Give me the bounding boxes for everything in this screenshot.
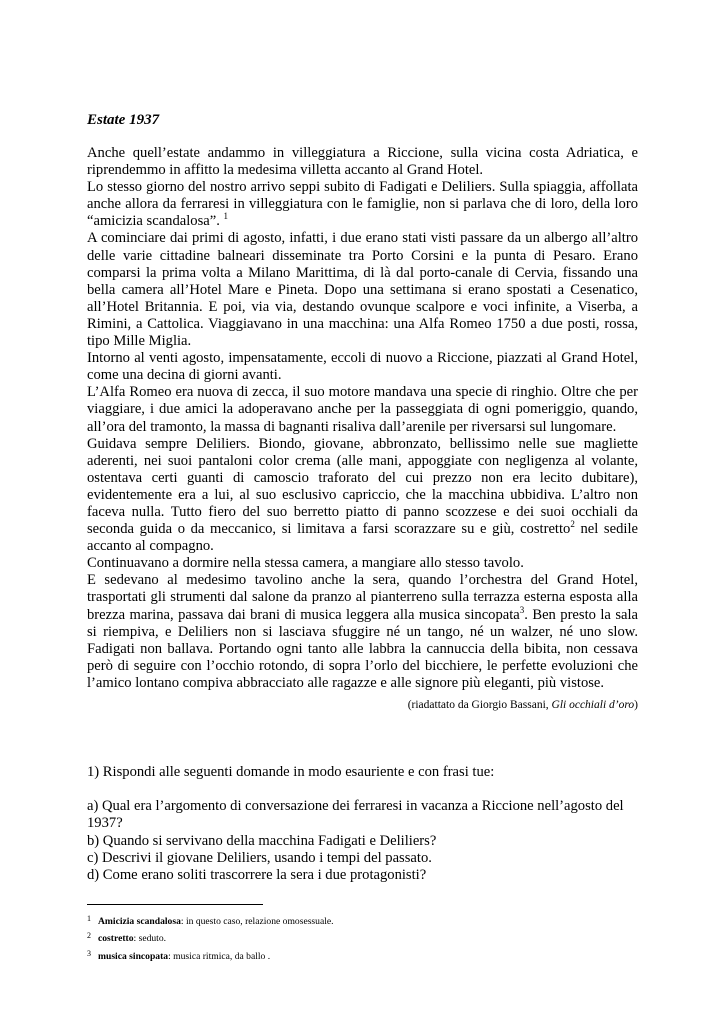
paragraph-7: Continuavano a dormire nella stessa camera, a mangiare allo stesso tavolo. <box>87 555 524 572</box>
questions-intro: 1) Rispondi alle seguenti domande in modo esauriente e con frasi tue: <box>87 764 495 780</box>
source-credit: (riadattato da Giorgio Bassani, Gli occhiali d’oro) <box>407 699 638 711</box>
paragraph-1: Anche quell’estate andammo in villeggiatura a Riccione, sulla vicina costa Adriatica, e riprendemmo in affitto la medesima villetta accanto al Grand Hotel. <box>87 145 638 179</box>
footnote-3: 3 musica sincopata: musica ritmica, da ballo . <box>87 948 271 962</box>
paragraph-6: Guidava sempre Deliliers. Biondo, giovane, abbronzato, bellissimo nelle sue magliette aderenti, nei suoi pantaloni color crema (alle mani, appoggiate con negligenza al volante, ostentava certi guanti di camoscio traforato del cui prezzo non era lecito dubitare), evidentemente era a lui, al suo esclusivo capriccio, che la macchina ubbidiva. L’altro non faceva nulla. Tutto fiero del suo berretto piatto di panno scozzese e dei suoi occhiali da seconda guida o da meccanico, si limitava a farsi scorazzare su e giù, costretto$^2$ nel sedile accanto al compagno. <box>87 435 638 555</box>
passage-body <box>87 145 638 692</box>
footnote-ref-1: 1 <box>223 211 229 222</box>
footnote-ref-2: 2 <box>570 519 575 530</box>
paragraph-3: A cominciare dai primi di agosto, infatti, i due erano stati visti passare da un albergo all’altro delle varie cittadine balneari disseminate tra Porto Corsini e la punta di Pesaro. Erano comparsi la prima volta a Milano Marittima, di là dal porto-canale di Cervia, fissando una bella camera all’Hotel Mare e Pineta. Dopo una settimana si erano spostati a Cesenatico, all’Hotel Britannia. E poi, via via, destando ovunque scalpore e voci infinite, a Viserba, a Rimini, a Cattolica. Viaggiavano in una macchina: una Alfa Romeo 1750 a due posti, rossa, tipo Mille Miglia. <box>87 230 638 350</box>
question-a: a) Qual era l’argomento di conversazione dei ferraresi in vacanza a Riccione nell’agosto del 1937? <box>87 798 624 832</box>
question-b: b) Quando si servivano della macchina Fadigati e Deliliers? <box>87 832 437 849</box>
document-title: Estate 1937 <box>87 112 160 128</box>
paragraph-4: Intorno al venti agosto, impensatamente, eccoli di nuovo a Riccione, piazzati al Grand Hotel, come una decina di giorni avanti. <box>87 350 638 384</box>
questions-section <box>87 764 638 884</box>
question-d: d) Come erano soliti trascorrere la sera i due protagonisti? <box>87 867 427 884</box>
footnote-1: 1 Amicizia scandalosa: in questo caso, relazione omosessuale. <box>87 914 334 927</box>
paragraph-2: Lo stesso giorno del nostro arrivo seppi subito di Fadigati e Deliliers. Sulla spiaggia, affollata anche allora da ferraresi in villeggiatura con le famiglie, non si parlava che di loro, della loro “amicizia scandalosa”. $^1$ <box>87 179 638 230</box>
credit-work-title: Gli occhiali d’oro <box>551 699 635 711</box>
footnote-ref-3: 3 <box>519 604 525 615</box>
footnote-separator <box>87 904 263 905</box>
paragraph-8: E sedevano al medesimo tavolino anche la sera, quando l’orchestra del Grand Hotel, trasportati gli strumenti dal salone da pranzo al pianterreno sulla terrazza esterna esposta alla brezza marina, passava dai brani di musica leggera alla musica sincopata$^3$. Ben presto la sala si riempiva, e Deliliers non si lasciava sfuggire né un tango, né un walzer, né uno slow. Fadigati non ballava. Portando ogni tanto alle labbra la cannuccia della bibita, non cessava però di seguire con l’occhio rotondo, di sopra l’orlo del bicchiere, le perfette evoluzioni che l’amico lontano compiva abbracciato alle ragazze e alle signore più eleganti, più vistose. <box>87 572 639 691</box>
footnote-2: 2 costretto: seduto. <box>87 931 167 945</box>
question-c: c) Descrivi il giovane Deliliers, usando i tempi del passato. <box>87 849 432 866</box>
paragraph-5: L’Alfa Romeo era nuova di zecca, il suo motore mandava una specie di ringhio. Oltre che per viaggiare, i due amici la adoperavano anche per la passeggiata di ogni pomeriggio, quando, all’ora del tramonto, la massa di bagnanti risaliva dall’arenile per riversarsi sul lungomare. <box>87 384 638 435</box>
footnotes <box>87 912 334 964</box>
